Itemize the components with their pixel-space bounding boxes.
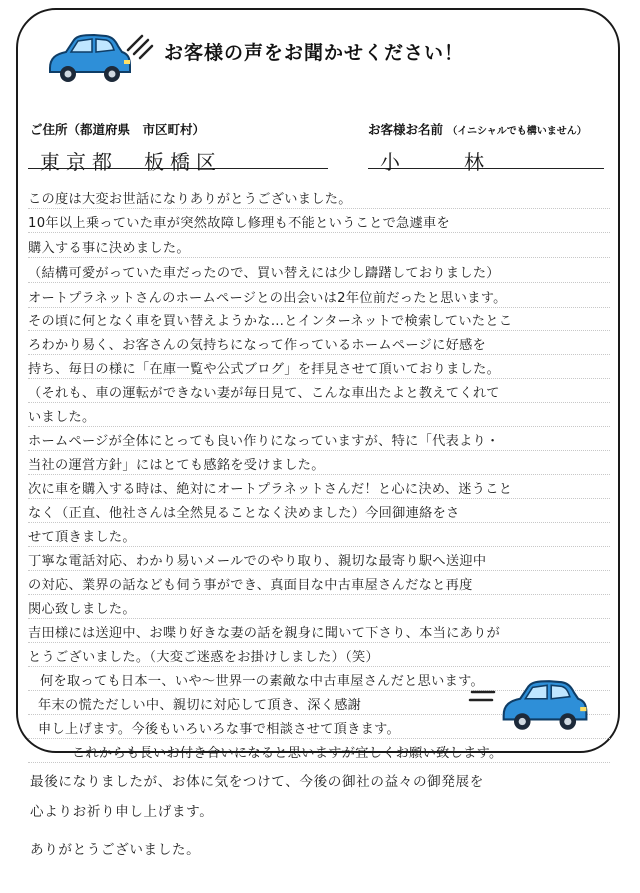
comment-line: （結構可愛がっていた車だったので、買い替えには少し躊躇しておりました） [28, 266, 500, 281]
ruled-line [28, 594, 610, 595]
ruled-line [28, 666, 610, 667]
car-icon [44, 30, 134, 88]
ruled-line [28, 257, 610, 258]
ruled-line [28, 307, 610, 308]
name-label-note: （イニシャルでも構いません） [447, 126, 587, 137]
ruled-line [28, 642, 610, 643]
ruled-line [28, 570, 610, 571]
comment-line: の対応、業界の話なども伺う事ができ、真面目な中古車屋さんだなと再度 [28, 578, 473, 593]
comment-line: これからも長いお付き合いになると思いますが宜しくお願い致します。 [72, 746, 503, 761]
comment-line: 当社の運営方針」にはとても感銘を受けました。 [28, 458, 325, 473]
ruled-line [28, 618, 610, 619]
comment-line: その頃に何となく車を買い替えようかな…とインターネットで検索していたとこ [28, 314, 513, 329]
ruled-line [28, 762, 610, 763]
postscript-line: 最後になりましたが、お体に気をつけて、今後の御社の益々の御発展を [30, 774, 484, 790]
comment-line: 10年以上乗っていた車が突然故障し修理も不能ということで急遽車を [28, 216, 451, 231]
address-label: ご住所（都道府県 市区町村） [30, 122, 206, 137]
comment-line: 申し上げます。今後もいろいろな事で相談させて頂きます。 [38, 722, 401, 737]
comment-line: オートプラネットさんのホームページとの出会いは2年位前だったと思います。 [28, 291, 507, 306]
comment-line: この度は大変お世話になりありがとうございました。 [28, 192, 352, 207]
ruled-line [28, 738, 610, 739]
name-value: 小 林 [380, 150, 506, 174]
name-label [368, 120, 587, 138]
comment-line: ろわかり易く、お客さんの気持ちになって作っているホームページに好感を [28, 338, 487, 353]
ruled-line [28, 232, 610, 233]
ruled-line [28, 330, 610, 331]
comment-line: なく（正直、他社さんは全然見ることなく決めました）今回御連絡をさ [28, 506, 460, 521]
ruled-line [28, 282, 610, 283]
ruled-line [28, 498, 610, 499]
ruled-line [28, 474, 610, 475]
comment-line: 吉田様には送迎中、お喋り好きな妻の話を親身に聞いて下さり、本当にありが [28, 626, 501, 641]
ruled-line [28, 546, 610, 547]
ruled-line [28, 208, 610, 209]
comment-line: 次に車を購入する時は、絶対にオートプラネットさんだ！と心に決め、迷うこと [28, 482, 513, 497]
comment-line: 購入する事に決めました。 [28, 241, 190, 256]
comment-line: 持ち、毎日の様に「在庫一覧や公式ブログ」を拝見させて頂いておりました。 [28, 362, 501, 377]
comment-line: せて頂きました。 [28, 530, 136, 545]
car-icon [496, 676, 592, 736]
comment-line: 関心致しました。 [28, 602, 136, 617]
name-label-text: お客様お名前 [368, 122, 444, 137]
motion-lines-icon [468, 680, 498, 710]
comment-line: ホームページが全体にとっても良い作りになっていますが、特に「代表より・ [28, 434, 500, 449]
ruled-line [28, 450, 610, 451]
ruled-line [28, 426, 610, 427]
comment-line: （それも、車の運転ができない妻が毎日見て、こんな車出たよと教えてくれて [28, 386, 500, 401]
ruled-line [28, 402, 610, 403]
ruled-line [28, 378, 610, 379]
postscript-line: ありがとうございました。 [30, 842, 201, 858]
comment-line: 何を取っても日本一、いや～世界一の素敵な中古車屋さんだと思います。 [40, 674, 485, 689]
postscript-line: 心よりお祈り申し上げます。 [30, 804, 214, 820]
address-value: 東京都 板橋区 [40, 150, 222, 174]
comment-line: 丁寧な電話対応、わかり易いメールでのやり取り、親切な最寄り駅へ送迎中 [28, 554, 487, 569]
motion-lines-icon [124, 30, 154, 60]
comment-line: いました。 [28, 410, 96, 425]
page-title: お客様の声をお聞かせください！ [164, 42, 465, 64]
ruled-line [28, 354, 610, 355]
comment-line: 年末の慌ただしい中、親切に対応して頂き、深く感謝 [38, 698, 362, 713]
comment-line: とうございました。（大変ご迷惑をお掛けしました）（笑） [28, 650, 379, 665]
ruled-line [28, 522, 610, 523]
